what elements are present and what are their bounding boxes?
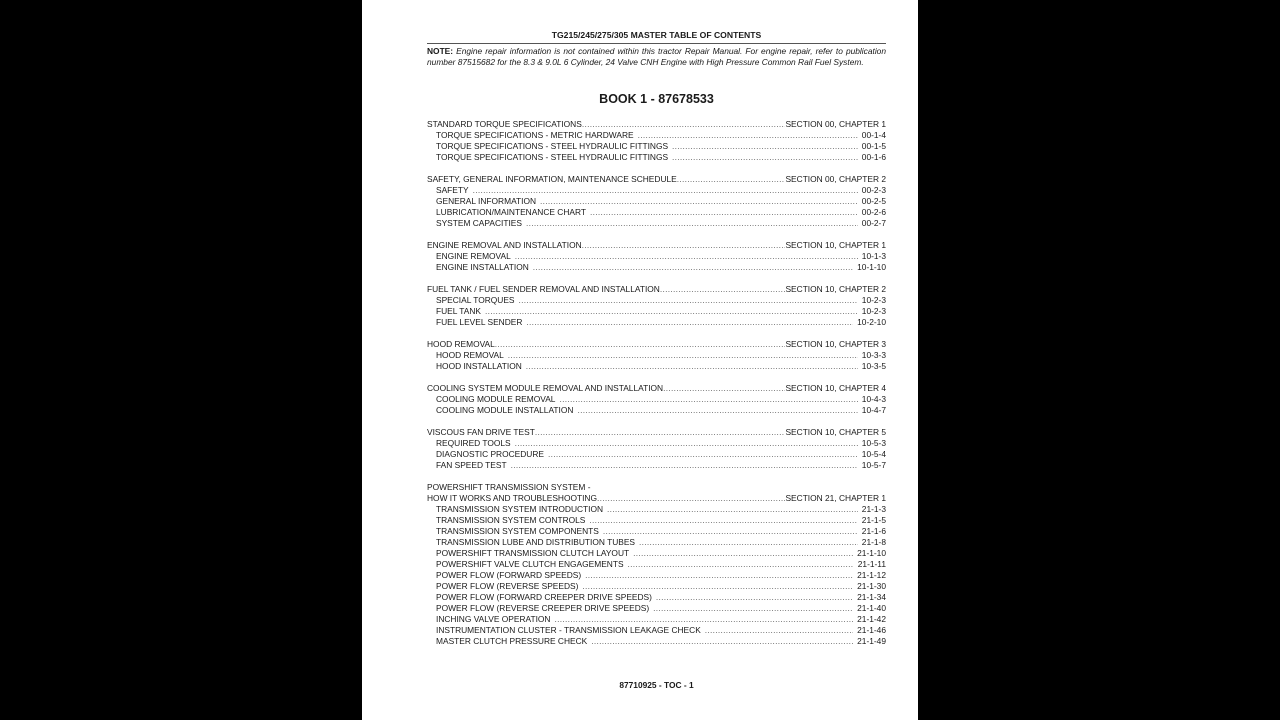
toc-entry[interactable] bbox=[427, 537, 886, 548]
toc-entry-page: 10-5-7 bbox=[861, 460, 886, 470]
toc-entry-title: POWERSHIFT TRANSMISSION CLUTCH LAYOUT bbox=[436, 548, 630, 558]
toc-entry-page: 21-1-40 bbox=[857, 603, 886, 613]
toc-entry-title: TRANSMISSION SYSTEM CONTROLS bbox=[436, 515, 586, 525]
toc-entry-page: 21-1-6 bbox=[861, 526, 886, 536]
document-page bbox=[362, 0, 918, 720]
toc-section-title: COOLING SYSTEM MODULE REMOVAL AND INSTALLATION bbox=[427, 383, 664, 393]
toc-entry-title: TRANSMISSION SYSTEM INTRODUCTION bbox=[436, 504, 604, 514]
toc-entry[interactable] bbox=[427, 504, 886, 515]
toc-entry-page: 10-1-10 bbox=[857, 262, 886, 272]
toc-entry-page: 21-1-8 bbox=[861, 537, 886, 547]
toc-entry-page: 21-1-42 bbox=[857, 614, 886, 624]
toc-entry[interactable] bbox=[427, 218, 886, 229]
toc-entry-title: ENGINE REMOVAL bbox=[436, 251, 511, 261]
toc-entry-page: 21-1-34 bbox=[857, 592, 886, 602]
toc-entry-page: 00-1-4 bbox=[861, 130, 886, 140]
toc-section-heading[interactable] bbox=[427, 383, 886, 394]
toc-entry-title: POWER FLOW (FORWARD CREEPER DRIVE SPEEDS) bbox=[436, 592, 652, 602]
dot-leader bbox=[559, 394, 857, 405]
toc-section-heading[interactable] bbox=[427, 240, 886, 251]
toc-entry[interactable] bbox=[427, 526, 886, 537]
dot-leader bbox=[533, 262, 853, 273]
toc-entry[interactable] bbox=[427, 207, 886, 218]
dot-leader bbox=[628, 559, 854, 570]
toc-entry-title: HOOD REMOVAL bbox=[436, 350, 504, 360]
toc-entry-page: 21-1-49 bbox=[857, 636, 886, 646]
toc-section-heading[interactable] bbox=[427, 493, 886, 504]
toc-entry[interactable] bbox=[427, 603, 886, 614]
dot-leader bbox=[511, 460, 858, 471]
dot-leader bbox=[577, 405, 857, 416]
toc-entry[interactable] bbox=[427, 570, 886, 581]
toc-entry-page: 21-1-5 bbox=[861, 515, 886, 525]
toc-entry[interactable] bbox=[427, 262, 886, 273]
toc-entry-page: 10-4-7 bbox=[861, 405, 886, 415]
toc-entry-title: REQUIRED TOOLS bbox=[436, 438, 511, 448]
dot-leader bbox=[638, 130, 858, 141]
toc-entry-title: COOLING MODULE REMOVAL bbox=[436, 394, 556, 404]
toc-section bbox=[427, 240, 886, 273]
dot-leader bbox=[660, 284, 786, 295]
dot-leader bbox=[548, 449, 858, 460]
toc-entry[interactable] bbox=[427, 141, 886, 152]
toc-section bbox=[427, 119, 886, 163]
toc-section-title: ENGINE REMOVAL AND INSTALLATION bbox=[427, 240, 582, 250]
toc-entry[interactable] bbox=[427, 295, 886, 306]
dot-leader bbox=[540, 196, 858, 207]
dot-leader bbox=[519, 295, 858, 306]
toc-entry-page: 10-1-3 bbox=[861, 251, 886, 261]
toc-entry-title: MASTER CLUTCH PRESSURE CHECK bbox=[436, 636, 588, 646]
toc-entry[interactable] bbox=[427, 394, 886, 405]
toc-section-ref: SECTION 21, CHAPTER 1 bbox=[785, 493, 886, 503]
toc-entry-title: FAN SPEED TEST bbox=[436, 460, 507, 470]
dot-leader bbox=[705, 625, 853, 636]
toc-section bbox=[427, 427, 886, 471]
toc-entry[interactable] bbox=[427, 581, 886, 592]
toc-entry[interactable] bbox=[427, 152, 886, 163]
toc-entry-page: 10-3-3 bbox=[861, 350, 886, 360]
toc-entry-page: 00-2-3 bbox=[861, 185, 886, 195]
toc-entry-page: 10-2-10 bbox=[857, 317, 886, 327]
toc-section-heading[interactable] bbox=[427, 339, 886, 350]
toc-entry[interactable] bbox=[427, 251, 886, 262]
toc-entry-page: 21-1-3 bbox=[861, 504, 886, 514]
dot-leader bbox=[607, 504, 858, 515]
toc-entry[interactable] bbox=[427, 361, 886, 372]
toc-entry-page: 00-2-7 bbox=[861, 218, 886, 228]
toc-entry[interactable] bbox=[427, 548, 886, 559]
toc-section-title: STANDARD TORQUE SPECIFICATIONS bbox=[427, 119, 582, 129]
toc-entry[interactable] bbox=[427, 592, 886, 603]
dot-leader bbox=[656, 592, 853, 603]
toc-entry-title: SAFETY bbox=[436, 185, 469, 195]
toc-section-ref: SECTION 00, CHAPTER 1 bbox=[785, 119, 886, 129]
toc-section-ref: SECTION 00, CHAPTER 2 bbox=[785, 174, 886, 184]
dot-leader bbox=[582, 240, 786, 251]
toc-entry[interactable] bbox=[427, 449, 886, 460]
toc-entry-title: COOLING MODULE INSTALLATION bbox=[436, 405, 574, 415]
toc-entry-title: TRANSMISSION LUBE AND DISTRIBUTION TUBES bbox=[436, 537, 636, 547]
toc-section bbox=[427, 174, 886, 229]
dot-leader bbox=[526, 218, 858, 229]
dot-leader bbox=[515, 438, 858, 449]
toc-entry-page: 00-1-6 bbox=[861, 152, 886, 162]
toc-entry-page: 10-5-4 bbox=[861, 449, 886, 459]
dot-leader bbox=[672, 152, 858, 163]
toc-section-heading[interactable] bbox=[427, 119, 886, 130]
toc-entry-title: INCHING VALVE OPERATION bbox=[436, 614, 551, 624]
toc-entry[interactable] bbox=[427, 460, 886, 471]
dot-leader bbox=[508, 350, 858, 361]
toc-entry-title: DIAGNOSTIC PROCEDURE bbox=[436, 449, 544, 459]
dot-leader bbox=[633, 548, 853, 559]
toc-entry[interactable] bbox=[427, 185, 886, 196]
dot-leader bbox=[526, 361, 858, 372]
dot-leader bbox=[515, 251, 858, 262]
toc-entry-title: SYSTEM CAPACITIES bbox=[436, 218, 522, 228]
dot-leader bbox=[585, 570, 853, 581]
toc-entry-page: 10-5-3 bbox=[861, 438, 886, 448]
toc-entry-page: 10-3-5 bbox=[861, 361, 886, 371]
toc-entry[interactable] bbox=[427, 350, 886, 361]
note-label: NOTE: bbox=[427, 46, 454, 56]
toc-section-ref: SECTION 10, CHAPTER 4 bbox=[785, 383, 886, 393]
toc-entry-title: POWERSHIFT VALVE CLUTCH ENGAGEMENTS bbox=[436, 559, 624, 569]
toc-entry-title: GENERAL INFORMATION bbox=[436, 196, 537, 206]
dot-leader bbox=[603, 526, 858, 537]
toc-entry-page: 21-1-10 bbox=[857, 548, 886, 558]
toc-section bbox=[427, 339, 886, 372]
page-footer: 87710925 - TOC - 1 bbox=[619, 680, 694, 690]
toc-section-title: VISCOUS FAN DRIVE TEST bbox=[427, 427, 535, 437]
toc-entry[interactable] bbox=[427, 196, 886, 207]
dot-leader bbox=[582, 119, 786, 130]
toc-entry-title: TORQUE SPECIFICATIONS - STEEL HYDRAULIC FITTINGS bbox=[436, 141, 669, 151]
toc-entry[interactable] bbox=[427, 515, 886, 526]
toc-section-heading[interactable] bbox=[427, 284, 886, 295]
toc-entry-title: POWER FLOW (REVERSE SPEEDS) bbox=[436, 581, 579, 591]
toc-entry-page: 00-2-6 bbox=[861, 207, 886, 217]
toc-entry[interactable] bbox=[427, 625, 886, 636]
toc-entry-title: SPECIAL TORQUES bbox=[436, 295, 515, 305]
toc-entry-title: FUEL LEVEL SENDER bbox=[436, 317, 523, 327]
toc-entry-page: 00-2-5 bbox=[861, 196, 886, 206]
toc-entry-title: TRANSMISSION SYSTEM COMPONENTS bbox=[436, 526, 599, 536]
toc-entry-page: 21-1-30 bbox=[857, 581, 886, 591]
dot-leader bbox=[663, 383, 785, 394]
dot-leader bbox=[639, 537, 858, 548]
toc-entry[interactable] bbox=[427, 559, 886, 570]
dot-leader bbox=[495, 339, 786, 350]
toc-section-title: FUEL TANK / FUEL SENDER REMOVAL AND INSTALLATION bbox=[427, 284, 660, 294]
toc-section bbox=[427, 383, 886, 416]
dot-leader bbox=[677, 174, 786, 185]
toc-entry[interactable] bbox=[427, 130, 886, 141]
toc-entry-page: 10-2-3 bbox=[861, 295, 886, 305]
page-header: TG215/245/275/305 MASTER TABLE OF CONTENTS bbox=[427, 30, 886, 44]
book-title: BOOK 1 - 87678533 bbox=[599, 92, 714, 106]
dot-leader bbox=[672, 141, 858, 152]
note-text: Engine repair information is not contained within this tractor Repair Manual. For engine repair, refer to publication number 87515682 for the 8.3 & 9.0L 6 Cylinder, 24 Valve CNH Engine with High Pressure Common Rail Fuel System. bbox=[427, 46, 886, 67]
toc-entry-title: TORQUE SPECIFICATIONS - METRIC HARDWARE bbox=[436, 130, 634, 140]
toc-entry-page: 21-1-46 bbox=[857, 625, 886, 635]
table-of-contents bbox=[427, 119, 886, 658]
toc-entry[interactable] bbox=[427, 438, 886, 449]
toc-entry[interactable] bbox=[427, 306, 886, 317]
toc-section-ref: SECTION 10, CHAPTER 3 bbox=[785, 339, 886, 349]
toc-section bbox=[427, 284, 886, 328]
toc-entry-page: 21-1-12 bbox=[857, 570, 886, 580]
dot-leader bbox=[582, 581, 853, 592]
toc-section-ref: SECTION 10, CHAPTER 1 bbox=[785, 240, 886, 250]
toc-entry-title: HOOD INSTALLATION bbox=[436, 361, 522, 371]
toc-entry[interactable] bbox=[427, 317, 886, 328]
toc-section-title: SAFETY, GENERAL INFORMATION, MAINTENANCE SCHEDULE bbox=[427, 174, 677, 184]
dot-leader bbox=[653, 603, 853, 614]
toc-entry-title: ENGINE INSTALLATION bbox=[436, 262, 529, 272]
dot-leader bbox=[589, 515, 857, 526]
toc-entry-title: POWER FLOW (REVERSE CREEPER DRIVE SPEEDS) bbox=[436, 603, 650, 613]
toc-entry-page: 00-1-5 bbox=[861, 141, 886, 151]
toc-section-heading[interactable] bbox=[427, 174, 886, 185]
dot-leader bbox=[485, 306, 858, 317]
toc-entry-title: FUEL TANK bbox=[436, 306, 481, 316]
toc-entry[interactable] bbox=[427, 614, 886, 625]
toc-entry[interactable] bbox=[427, 636, 886, 647]
toc-section-heading[interactable] bbox=[427, 427, 886, 438]
toc-entry-title: TORQUE SPECIFICATIONS - STEEL HYDRAULIC FITTINGS bbox=[436, 152, 669, 162]
toc-section-title: POWERSHIFT TRANSMISSION SYSTEM - bbox=[427, 482, 591, 492]
toc-entry[interactable] bbox=[427, 405, 886, 416]
toc-section-title-line bbox=[427, 482, 886, 493]
dot-leader bbox=[526, 317, 853, 328]
dot-leader bbox=[590, 207, 858, 218]
toc-entry-page: 21-1-11 bbox=[857, 559, 886, 569]
toc-entry-title: LUBRICATION/MAINTENANCE CHART bbox=[436, 207, 586, 217]
toc-section-ref: SECTION 10, CHAPTER 2 bbox=[785, 284, 886, 294]
dot-leader bbox=[597, 493, 785, 504]
toc-entry-title: POWER FLOW (FORWARD SPEEDS) bbox=[436, 570, 582, 580]
toc-entry-title: INSTRUMENTATION CLUSTER - TRANSMISSION LEAKAGE CHECK bbox=[436, 625, 701, 635]
toc-section-title: HOOD REMOVAL bbox=[427, 339, 495, 349]
toc-section bbox=[427, 482, 886, 647]
note bbox=[427, 46, 886, 68]
dot-leader bbox=[473, 185, 858, 196]
dot-leader bbox=[535, 427, 786, 438]
toc-section-title: HOW IT WORKS AND TROUBLESHOOTING bbox=[427, 493, 597, 503]
toc-section-ref: SECTION 10, CHAPTER 5 bbox=[785, 427, 886, 437]
dot-leader bbox=[591, 636, 853, 647]
toc-entry-page: 10-4-3 bbox=[861, 394, 886, 404]
toc-entry-page: 10-2-3 bbox=[861, 306, 886, 316]
dot-leader bbox=[554, 614, 853, 625]
